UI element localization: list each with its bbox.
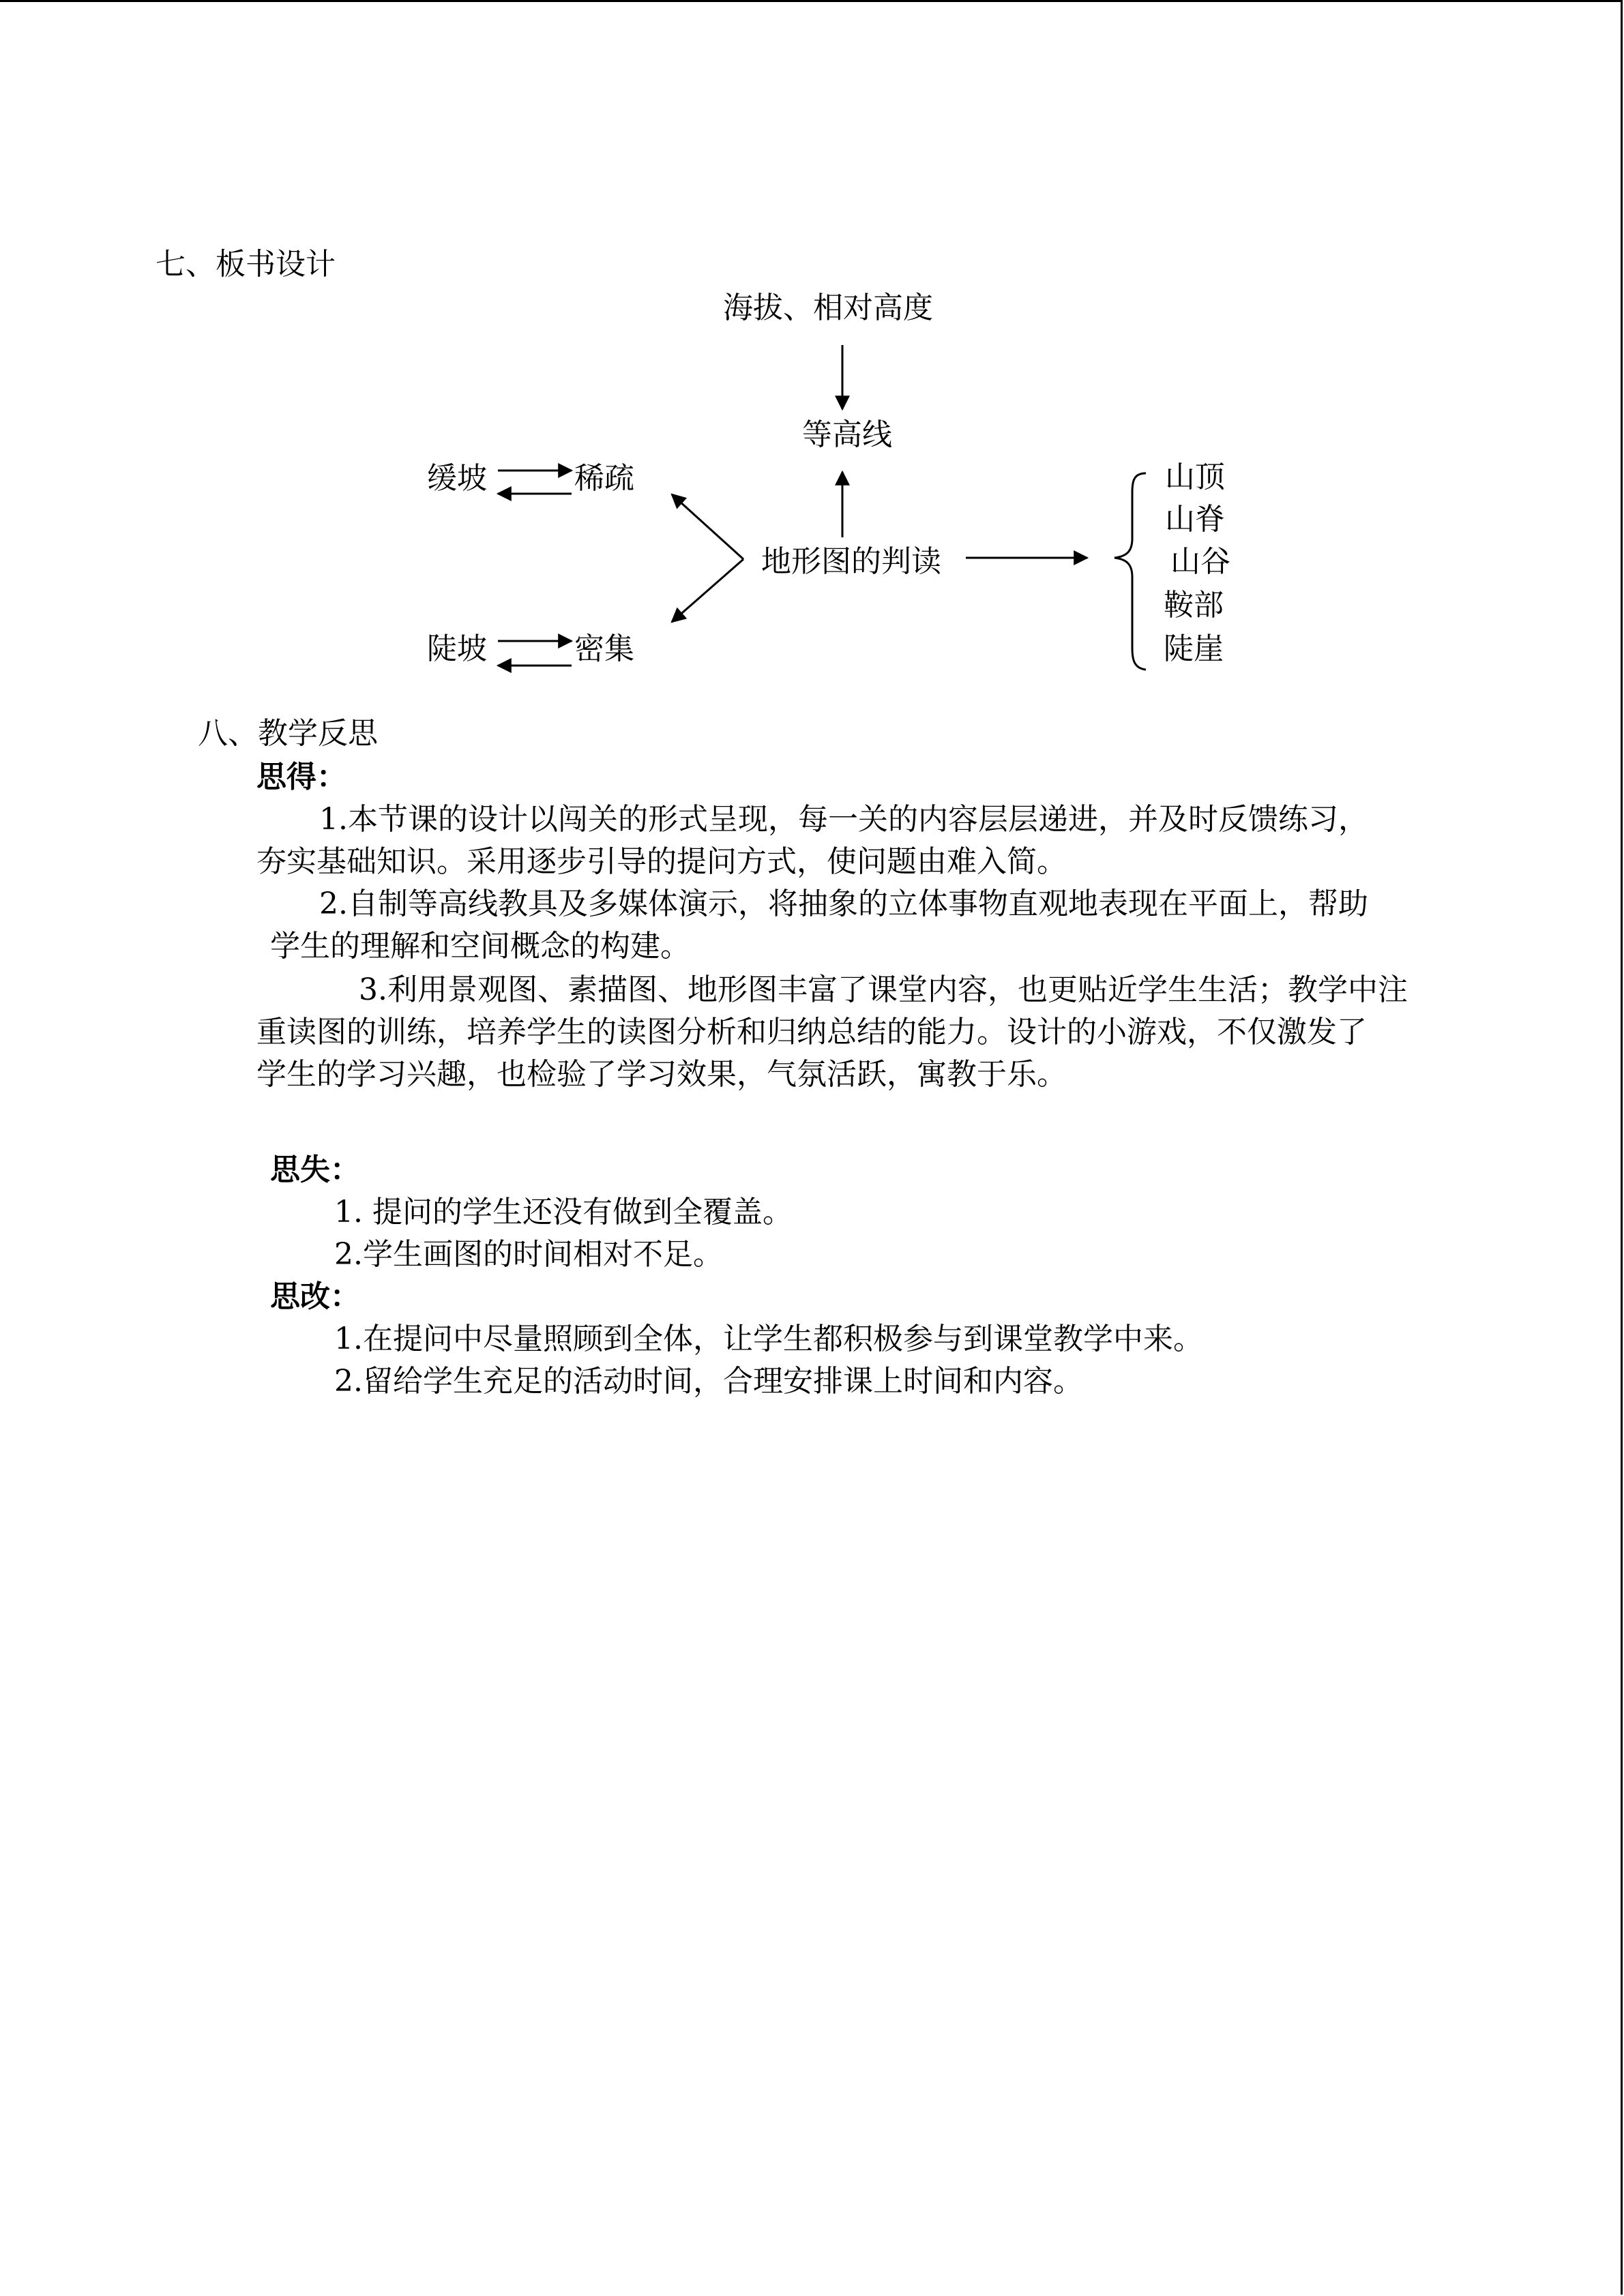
node-steep-slope: 陡坡 [427, 631, 487, 666]
section-7-heading: 七、板书设计 [156, 247, 336, 282]
node-contour-line: 等高线 [802, 417, 892, 452]
gains-paragraph-3-line-3: 学生的学习兴趣，也检验了学习效果，气氛活跃，寓教于乐。 [256, 1057, 1067, 1092]
landforms-brace [1114, 473, 1146, 670]
node-topographic-map-reading: 地形图的判读 [761, 544, 941, 579]
losses-title: 思失： [270, 1152, 360, 1187]
diagram-connectors [0, 0, 1624, 750]
gains-paragraph-3-line-2: 重读图的训练，培养学生的读图分析和归纳总结的能力。设计的小游戏，不仅激发了 [256, 1015, 1367, 1049]
landform-item: 山谷 [1170, 544, 1230, 579]
landform-item: 山脊 [1165, 502, 1225, 537]
losses-item-1: 1. 提问的学生还没有做到全覆盖。 [334, 1195, 793, 1229]
node-gentle-slope: 缓坡 [427, 461, 487, 496]
gains-paragraph-1-line-1: 1.本节课的设计以闯关的形式呈现，每一关的内容层层递进，并及时反馈练习， [319, 802, 1368, 837]
landform-item: 鞍部 [1164, 588, 1224, 623]
node-altitude: 海拔、相对高度 [723, 290, 933, 325]
improve-item-2: 2.留给学生充足的活动时间，合理安排课上时间和内容。 [334, 1364, 1083, 1399]
losses-item-2: 2.学生画图的时间相对不足。 [334, 1237, 723, 1272]
gains-title: 思得： [256, 760, 346, 794]
improve-item-1: 1.在提问中尽量照顾到全体，让学生都积极参与到课堂教学中来。 [334, 1322, 1203, 1356]
node-dense: 密集 [574, 631, 634, 666]
landform-item: 陡崖 [1164, 631, 1224, 666]
gains-paragraph-2-line-1: 2.自制等高线教具及多媒体演示，将抽象的立体事物直观地表现在平面上，帮助 [319, 886, 1368, 921]
landform-item: 山顶 [1165, 460, 1225, 494]
improve-title: 思改： [270, 1279, 360, 1314]
section-8-heading: 八、教学反思 [198, 716, 378, 751]
gains-paragraph-3-line-1: 3.利用景观图、素描图、地形图丰富了课堂内容，也更贴近学生生活；教学中注 [359, 972, 1408, 1007]
node-sparse: 稀疏 [574, 461, 634, 496]
arrow-center-to-dense [672, 559, 743, 622]
arrow-center-to-sparse [672, 494, 743, 559]
gains-paragraph-2-line-2: 学生的理解和空间概念的构建。 [270, 929, 690, 964]
gains-paragraph-1-line-2: 夯实基础知识。采用逐步引导的提问方式，使问题由难入简。 [256, 844, 1067, 879]
